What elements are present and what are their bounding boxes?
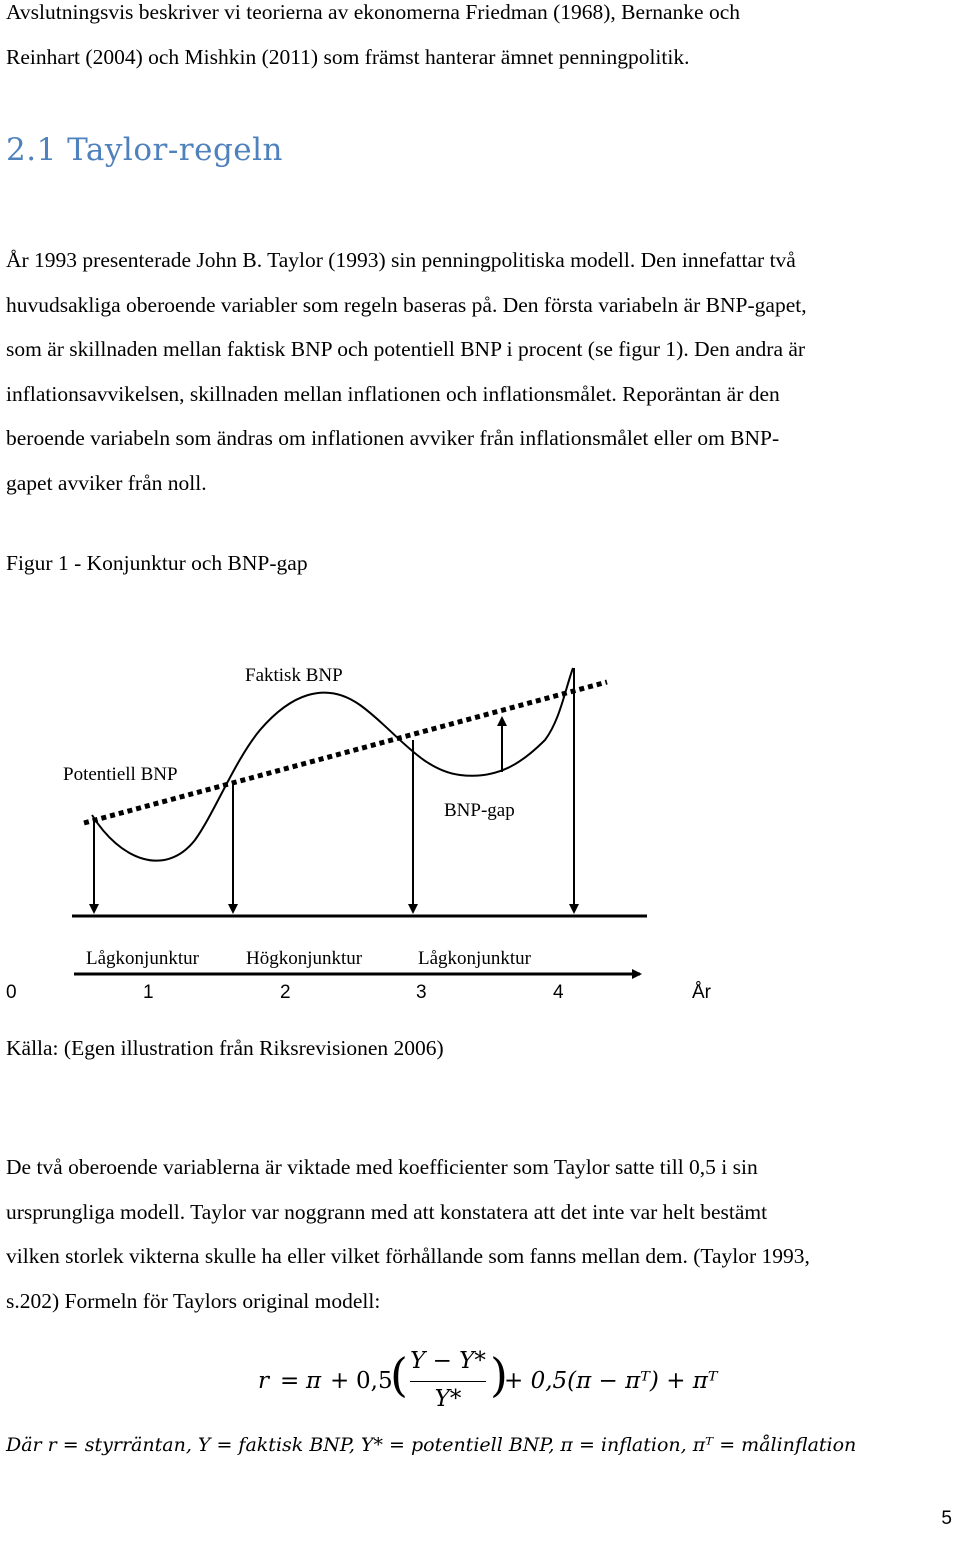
phase-label: Lågkonjunktur [418,948,531,969]
paragraph-line: s.202) Formeln för Taylors original modell: [6,1288,381,1313]
paragraph-line: huvudsakliga oberoende variabler som regeln baseras på. Den första variabeln är BNP-gapet, [6,292,807,317]
formula-lhs: r [258,1368,269,1394]
formula-denominator: Y* [434,1386,462,1412]
figure-caption: Figur 1 - Konjunktur och BNP-gap [6,551,308,575]
section-heading: 2.1 Taylor-regeln [6,132,284,168]
formula-numerator: Y − Y* [410,1348,486,1374]
formula-equals: = [280,1368,300,1394]
formula-left-paren: ( [390,1348,408,1402]
intro-line: Avslutningsvis beskriver vi teorierna av ekonomerna Friedman (1968), Bernanke och [6,0,740,24]
potential-gdp-label: Potentiell BNP [63,764,178,785]
axis-tick: 0 [6,982,17,1003]
formula-definitions: Där r = styrräntan, Y = faktisk BNP, Y* = potentiell BNP, π = inflation, πᵀ = målinflation [6,1434,857,1456]
intro-line: Reinhart (2004) och Mishkin (2011) som främst hanterar ämnet penningpolitik. [6,44,690,69]
phase-label: Högkonjunktur [246,948,363,969]
formula-inflation-term: + 0,5(π − πᵀ) + πᵀ [504,1368,718,1394]
axis-ticks [0,982,960,1012]
axis-tick: 2 [280,982,291,1003]
gdp-gap-label: BNP-gap [444,800,515,821]
potential-gdp-trend-line [84,682,607,823]
paragraph-line: beroende variabeln som ändras om inflationen avviker från inflationsmålet eller om BNP- [6,426,780,450]
page-number: 5 [941,1508,952,1529]
taylor-formula [258,1348,718,1418]
paragraph-line: År 1993 presenterade John B. Taylor (1993) sin penningpolitiska modell. Den innefattar två [6,248,796,272]
paragraph-line: gapet avviker från noll. [6,470,207,495]
formula-plus: + [330,1368,350,1394]
actual-gdp-label: Faktisk BNP [245,665,343,686]
paragraph-line: De två oberoende variablerna är viktade med koefficienter som Taylor satte till 0,5 i sin [6,1155,758,1179]
axis-label: År [692,982,711,1003]
weights-paragraph [6,1145,956,1323]
formula-right-paren: ) [490,1348,508,1402]
axis-tick: 1 [143,982,154,1003]
paragraph-line: vilken storlek vikterna skulle ha eller vilket förhållande som fanns mellan dem. (Taylor 1993, [6,1244,810,1268]
phase-label: Lågkonjunktur [86,948,199,969]
paragraph-line: inflationsavvikelsen, skillnaden mellan inflationen och inflationsmålet. Reporäntan är den [6,381,780,406]
fraction-bar [410,1381,486,1382]
paragraph-line: ursprungliga modell. Taylor var noggrann med att konstatera att det inte var helt bestämt [6,1199,768,1224]
axis-tick: 4 [553,982,564,1003]
axis-tick: 3 [416,982,427,1003]
figure-source: Källa: (Egen illustration från Riksrevisionen 2006) [6,1036,444,1060]
paragraph-line: som är skillnaden mellan faktisk BNP och potentiell BNP i procent (se figur 1). Den andra är [6,337,806,361]
formula-coefficient: 0,5 [356,1368,393,1394]
formula-pi: π [306,1368,322,1394]
